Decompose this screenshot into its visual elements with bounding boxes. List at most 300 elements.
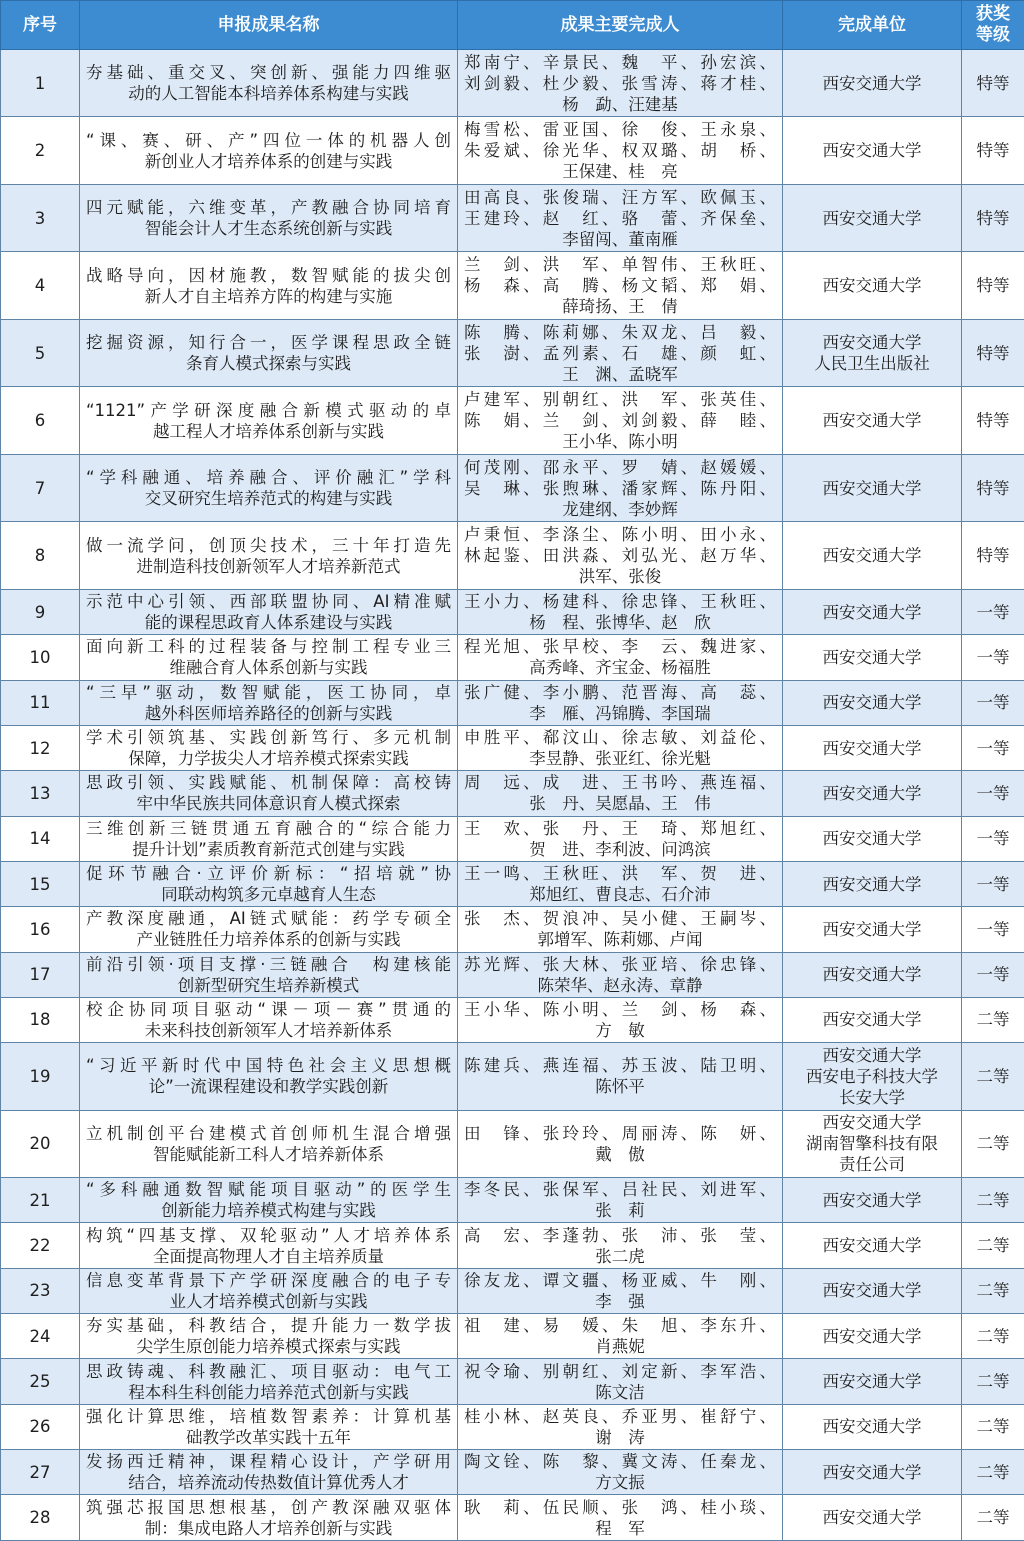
cell-achievement-name [80, 454, 458, 521]
achievement-name-line: 立机制创平台建模式首创师机生混合增强 [86, 1123, 451, 1143]
cell-serial-number: 12 [1, 725, 80, 770]
contributors-line: 张 杰、贺浪冲、吴小健、王嗣岑、 [464, 909, 776, 929]
contributors-line: 龙建纲、李妙辉 [562, 499, 678, 519]
achievement-name-line: 校企协同项目驱动“课－项－赛”贯通的 [86, 999, 451, 1019]
cell-completing-unit [783, 1404, 962, 1449]
cell-achievement-name [80, 1223, 458, 1268]
achievement-name-line: 学术引领筑基、实践创新笃行、多元机制 [86, 728, 451, 748]
cell-serial-number: 21 [1, 1178, 80, 1223]
cell-completing-unit [783, 50, 962, 117]
cell-award-level: 一等 [962, 635, 1024, 680]
contributors-line: 吴 琳、张煦琳、潘家辉、陈丹阳、 [464, 478, 776, 498]
contributors-line: 张 澍、孟列素、石 雄、颜 虹、 [464, 343, 776, 363]
contributors-line: 卢秉恒、李涤尘、陈小明、田小永、 [464, 525, 776, 545]
completing-unit-line: 责任公司 [839, 1155, 905, 1175]
cell-completing-unit [783, 635, 962, 680]
achievement-name-line: 提升计划”素质教育新范式创建与实践 [132, 839, 405, 859]
table-row [1, 1178, 1024, 1223]
contributors-line: 李 雁、冯锦腾、李国瑞 [529, 703, 711, 723]
table-row [1, 635, 1024, 680]
cell-main-contributors [458, 454, 783, 521]
contributors-line: 王 欢、张 丹、王 琦、郑旭红、 [464, 818, 776, 838]
cell-serial-number: 16 [1, 907, 80, 952]
cell-serial-number: 11 [1, 680, 80, 725]
table-header-row [1, 1, 1024, 50]
completing-unit-line: 西安交通大学 [822, 693, 922, 713]
contributors-line: 李昱静、张亚红、徐光魁 [529, 749, 711, 769]
cell-serial-number: 25 [1, 1359, 80, 1404]
achievement-name-line: 同联动构筑多元卓越育人生态 [161, 885, 376, 904]
contributors-line: 何茂刚、邵永平、罗 婧、赵媛媛、 [464, 457, 776, 477]
contributors-line: 陈 娟、兰 剑、刘剑毅、薛 睦、 [464, 411, 776, 431]
achievement-name-line: 能的课程思政育人体系建设与实践 [144, 613, 393, 633]
cell-achievement-name [80, 1359, 458, 1404]
table-row [1, 319, 1024, 386]
cell-completing-unit [783, 319, 962, 386]
contributors-line: 程光旭、张早校、李 云、魏进家、 [464, 637, 776, 657]
cell-award-level: 一等 [962, 907, 1024, 952]
cell-achievement-name [80, 387, 458, 454]
contributors-line: 朱爱斌、徐光华、权双璐、胡 桥、 [464, 141, 776, 161]
cell-serial-number: 22 [1, 1223, 80, 1268]
cell-completing-unit [783, 1314, 962, 1359]
achievement-name-line: 夯基础、重交叉、突创新、强能力四维驱 [86, 63, 451, 83]
achievement-name-line: “三早”驱动，数智赋能，医工协同，卓 [86, 682, 451, 702]
achievement-name-line: 尖学生原创能力培养模式探索与实践 [136, 1337, 401, 1357]
completing-unit-line: 西安交通大学 [822, 1045, 922, 1065]
table-row [1, 816, 1024, 861]
cell-completing-unit [783, 680, 962, 725]
achievement-name-line: 四元赋能，六维变革，产教融合协同培育 [86, 198, 451, 218]
achievement-name-line: “学科融通、培养融合、评价融汇”学科 [86, 468, 451, 488]
cell-main-contributors [458, 1223, 783, 1268]
table-row [1, 1314, 1024, 1359]
header-award-level-line: 等级 [976, 25, 1010, 45]
contributors-line: 桂小林、赵英良、乔亚男、崔舒宁、 [464, 1406, 776, 1426]
completing-unit-line: 西安交通大学 [822, 333, 922, 353]
cell-achievement-name [80, 816, 458, 861]
achievement-name-line: 础教学改革实践十五年 [186, 1427, 351, 1447]
cell-achievement-name [80, 771, 458, 816]
cell-achievement-name [80, 1043, 458, 1110]
contributors-line: 李 强 [595, 1291, 645, 1311]
contributors-line: 陈建兵、燕连福、苏玉波、陆卫明、 [464, 1056, 776, 1076]
contributors-line: 张 莉 [595, 1201, 645, 1221]
completing-unit-line: 西安交通大学 [822, 1372, 922, 1392]
table-row [1, 907, 1024, 952]
header-achievement-name: 申报成果名称 [80, 1, 458, 50]
cell-completing-unit [783, 997, 962, 1042]
achievement-name-line: 信息变革背景下产学研深度融合的电子专 [86, 1270, 451, 1290]
table-row [1, 725, 1024, 770]
completing-unit-line: 西安交通大学 [822, 1326, 922, 1346]
achievement-name-line: 三维创新三链贯通五育融合的“综合能力 [86, 818, 451, 838]
cell-award-level: 特等 [962, 117, 1024, 184]
cell-main-contributors [458, 952, 783, 997]
cell-serial-number: 28 [1, 1495, 80, 1541]
completing-unit-line: 西安交通大学 [822, 208, 922, 228]
cell-main-contributors [458, 1110, 783, 1177]
contributors-line: 方文振 [595, 1473, 645, 1493]
achievement-name-line: 战略导向，因材施教，数智赋能的拔尖创 [86, 265, 451, 285]
cell-serial-number: 8 [1, 522, 80, 589]
cell-award-level: 特等 [962, 522, 1024, 589]
cell-award-level: 一等 [962, 589, 1024, 634]
completing-unit-line: 西安电子科技大学 [806, 1066, 938, 1086]
contributors-line: 陈 腾、陈莉娜、朱双龙、吕 毅、 [464, 322, 776, 342]
table-row [1, 1359, 1024, 1404]
header-main-contributors: 成果主要完成人 [458, 1, 783, 50]
cell-award-level: 特等 [962, 252, 1024, 319]
contributors-line: 徐友龙、谭文疆、杨亚威、牛 刚、 [464, 1270, 776, 1290]
cell-completing-unit [783, 454, 962, 521]
completing-unit-line: 西安交通大学 [822, 1462, 922, 1482]
cell-award-level: 二等 [962, 1110, 1024, 1177]
achievement-name-line: “1121”产学研深度融合新模式驱动的卓 [86, 400, 451, 420]
cell-completing-unit [783, 771, 962, 816]
achievement-name-line: 智能赋能新工科人才培养新体系 [153, 1144, 384, 1164]
achievement-name-line: 夯实基础，科教结合，提升能力一数学拔 [86, 1316, 451, 1336]
completing-unit-line: 西安交通大学 [822, 783, 922, 803]
cell-award-level: 二等 [962, 1450, 1024, 1495]
cell-award-level: 一等 [962, 861, 1024, 906]
contributors-line: 方 敏 [595, 1020, 645, 1040]
contributors-line: 卢建军、别朝红、洪 军、张英佳、 [464, 390, 776, 410]
table-row [1, 680, 1024, 725]
cell-main-contributors [458, 1178, 783, 1223]
achievement-name-line: 产业链胜任力培养体系的创新与实践 [136, 930, 401, 950]
cell-achievement-name [80, 1495, 458, 1541]
cell-main-contributors [458, 184, 783, 251]
cell-serial-number: 1 [1, 50, 80, 117]
contributors-line: 肖燕妮 [595, 1337, 645, 1357]
table-row [1, 1223, 1024, 1268]
cell-completing-unit [783, 522, 962, 589]
cell-award-level: 二等 [962, 1268, 1024, 1313]
achievement-name-line: 新创业人才培养体系的创建与实践 [144, 151, 393, 171]
cell-achievement-name [80, 997, 458, 1042]
cell-completing-unit [783, 1110, 962, 1177]
completing-unit-line: 西安交通大学 [822, 546, 922, 566]
cell-completing-unit [783, 952, 962, 997]
cell-award-level: 二等 [962, 1359, 1024, 1404]
cell-serial-number: 23 [1, 1268, 80, 1313]
completing-unit-line: 湖南智擎科技有限 [806, 1134, 938, 1154]
contributors-line: 祝令瑜、别朝红、刘定新、李军浩、 [464, 1361, 776, 1381]
completing-unit-line: 长安大学 [839, 1087, 905, 1107]
table-row [1, 1495, 1024, 1541]
achievement-name-line: 保障，力学拔尖人才培养模式探索实践 [128, 749, 409, 769]
table-row [1, 454, 1024, 521]
cell-serial-number: 4 [1, 252, 80, 319]
table-row [1, 589, 1024, 634]
contributors-line: 张广健、李小鹏、范晋海、高 蕊、 [464, 682, 776, 702]
cell-award-level: 二等 [962, 1404, 1024, 1449]
cell-completing-unit [783, 1178, 962, 1223]
table-row [1, 1110, 1024, 1177]
cell-achievement-name [80, 50, 458, 117]
completing-unit-line: 人民卫生出版社 [814, 354, 930, 374]
contributors-line: 谢 涛 [595, 1427, 645, 1447]
cell-achievement-name [80, 952, 458, 997]
achievement-name-line: 进制造科技创新领军人才培养新范式 [136, 556, 401, 576]
achievement-name-line: 业人才培养模式创新与实践 [169, 1291, 368, 1311]
achievement-name-line: 制：集成电路人才培养创新与实践 [144, 1518, 393, 1538]
cell-main-contributors [458, 1359, 783, 1404]
cell-achievement-name [80, 1110, 458, 1177]
contributors-line: 洪军、张俊 [578, 567, 662, 587]
cell-completing-unit [783, 1268, 962, 1313]
table-row [1, 861, 1024, 906]
contributors-line: 梅雪松、雷亚国、徐 俊、王永泉、 [464, 120, 776, 140]
table-row [1, 387, 1024, 454]
achievement-name-line: 结合，培养流动传热数值计算优秀人才 [128, 1473, 409, 1493]
contributors-line: 申胜平、郗汶山、徐志敏、刘益伦、 [464, 728, 776, 748]
completing-unit-line: 西安交通大学 [822, 1281, 922, 1301]
cell-main-contributors [458, 1314, 783, 1359]
table-row [1, 1450, 1024, 1495]
table-row [1, 952, 1024, 997]
cell-award-level: 一等 [962, 816, 1024, 861]
header-award-level [962, 1, 1024, 50]
cell-award-level: 二等 [962, 1314, 1024, 1359]
contributors-line: 刘剑毅、杜少毅、张雪涛、蒋才桂、 [464, 73, 776, 93]
table-body [1, 50, 1024, 1541]
completing-unit-line: 西安交通大学 [822, 1010, 922, 1030]
completing-unit-line: 西安交通大学 [822, 919, 922, 939]
contributors-line: 陈荣华、赵永涛、章静 [537, 975, 703, 995]
achievement-name-line: 挖掘资源，知行合一，医学课程思政全链 [86, 333, 451, 353]
cell-award-level: 特等 [962, 184, 1024, 251]
cell-achievement-name [80, 1450, 458, 1495]
contributors-line: 高秀峰、齐宝金、杨福胜 [529, 658, 711, 678]
cell-main-contributors [458, 117, 783, 184]
cell-achievement-name [80, 117, 458, 184]
cell-achievement-name [80, 184, 458, 251]
cell-completing-unit [783, 1043, 962, 1110]
achievement-name-line: 程本科生科创能力培养范式创新与实践 [128, 1382, 409, 1402]
contributors-line: 王建玲、赵 红、骆 蕾、齐保垒、 [464, 208, 776, 228]
contributors-line: 郑旭红、曹良志、石介沛 [529, 885, 711, 904]
cell-achievement-name [80, 1178, 458, 1223]
cell-achievement-name [80, 1314, 458, 1359]
cell-main-contributors [458, 907, 783, 952]
cell-achievement-name [80, 1404, 458, 1449]
cell-serial-number: 13 [1, 771, 80, 816]
contributors-line: 祖 建、易 媛、朱 旭、李东升、 [464, 1316, 776, 1336]
achievement-name-line: 筑强芯报国思想根基，创产教深融双驱体 [86, 1497, 451, 1517]
achievement-name-line: 交叉研究生培养范式的构建与实践 [144, 489, 393, 509]
achievement-name-line: “课、赛、研、产”四位一体的机器人创 [86, 130, 451, 150]
cell-main-contributors [458, 997, 783, 1042]
completing-unit-line: 西安交通大学 [822, 647, 922, 667]
cell-achievement-name [80, 1268, 458, 1313]
cell-serial-number: 10 [1, 635, 80, 680]
table-row [1, 997, 1024, 1042]
cell-award-level: 二等 [962, 1495, 1024, 1541]
cell-award-level: 特等 [962, 387, 1024, 454]
contributors-line: 耿 莉、伍民顺、张 鸿、桂小琰、 [464, 1497, 776, 1517]
achievement-name-line: 示范中心引领、西部联盟协同、AI精准赋 [86, 592, 451, 612]
contributors-line: 戴 傲 [595, 1144, 645, 1164]
cell-completing-unit [783, 1495, 962, 1541]
table-row [1, 522, 1024, 589]
table-row [1, 184, 1024, 251]
contributors-line: 田高良、张俊瑞、汪方军、欧佩玉、 [464, 187, 776, 207]
completing-unit-line: 西安交通大学 [822, 73, 922, 93]
contributors-line: 苏光辉、张大林、张亚培、徐忠锋、 [464, 954, 776, 974]
completing-unit-line: 西安交通大学 [822, 1190, 922, 1210]
completing-unit-line: 西安交通大学 [822, 411, 922, 431]
achievement-name-line: 越工程人才培养体系创新与实践 [153, 421, 384, 441]
completing-unit-line: 西安交通大学 [822, 1417, 922, 1437]
achievement-name-line: 全面提高物理人才自主培养质量 [153, 1246, 384, 1266]
cell-serial-number: 24 [1, 1314, 80, 1359]
table-row [1, 50, 1024, 117]
contributors-line: 王小华、陈小明 [562, 432, 678, 452]
contributors-line: 陶文铨、陈 黎、冀文涛、任秦龙、 [464, 1452, 776, 1472]
contributors-line: 张 丹、吴愿晶、王 伟 [529, 794, 711, 814]
cell-completing-unit [783, 252, 962, 319]
contributors-line: 陈文洁 [595, 1382, 645, 1402]
achievement-name-line: 产教深度融通，AI链式赋能：药学专硕全 [86, 909, 451, 929]
achievement-name-line: 发扬西迁精神，课程精心设计，产学研用 [86, 1452, 451, 1472]
achievement-name-line: 构筑“四基支撑、双轮驱动”人才培养体系 [86, 1225, 451, 1245]
cell-achievement-name [80, 589, 458, 634]
cell-main-contributors [458, 680, 783, 725]
contributors-line: 郭增军、陈莉娜、卢闻 [537, 930, 703, 950]
cell-completing-unit [783, 816, 962, 861]
cell-main-contributors [458, 816, 783, 861]
completing-unit-line: 西安交通大学 [822, 874, 922, 894]
cell-achievement-name [80, 725, 458, 770]
cell-main-contributors [458, 861, 783, 906]
cell-award-level: 一等 [962, 771, 1024, 816]
completing-unit-line: 西安交通大学 [822, 478, 922, 498]
cell-main-contributors [458, 1268, 783, 1313]
contributors-line: 郑南宁、辛景民、魏 平、孙宏滨、 [464, 52, 776, 72]
cell-award-level: 一等 [962, 725, 1024, 770]
cell-award-level: 二等 [962, 1178, 1024, 1223]
cell-award-level: 特等 [962, 454, 1024, 521]
cell-completing-unit [783, 117, 962, 184]
cell-main-contributors [458, 522, 783, 589]
contributors-line: 王保建、桂 亮 [562, 162, 678, 182]
cell-main-contributors [458, 252, 783, 319]
cell-completing-unit [783, 589, 962, 634]
contributors-line: 王一鸣、王秋旺、洪 军、贺 进、 [464, 864, 776, 883]
cell-achievement-name [80, 680, 458, 725]
table-row [1, 771, 1024, 816]
achievement-name-line: 牢中华民族共同体意识育人模式探索 [136, 794, 401, 814]
contributors-line: 周 远、成 进、王书吟、燕连福、 [464, 773, 776, 793]
cell-main-contributors [458, 589, 783, 634]
cell-achievement-name [80, 861, 458, 906]
cell-award-level: 一等 [962, 952, 1024, 997]
contributors-line: 程 军 [595, 1518, 645, 1538]
achievement-name-line: 创新能力培养模式构建与实践 [161, 1201, 376, 1221]
contributors-line: 杨 程、张博华、赵 欣 [529, 613, 711, 633]
achievement-name-line: 条育人模式探索与实践 [186, 354, 351, 374]
contributors-line: 王小华、陈小明、兰 剑、杨 森、 [464, 999, 776, 1019]
completing-unit-line: 西安交通大学 [822, 1508, 922, 1528]
achievement-name-line: 面向新工科的过程装备与控制工程专业三 [86, 637, 451, 657]
contributors-line: 林起鉴、田洪淼、刘弘光、赵万华、 [464, 546, 776, 566]
contributors-line: 高 宏、李蓬勃、张 沛、张 莹、 [464, 1225, 776, 1245]
cell-award-level: 一等 [962, 680, 1024, 725]
completing-unit-line: 西安交通大学 [822, 965, 922, 985]
cell-achievement-name [80, 522, 458, 589]
contributors-line: 王小力、杨建科、徐忠锋、王秋旺、 [464, 592, 776, 612]
cell-award-level: 二等 [962, 1223, 1024, 1268]
achievement-name-line: 思政铸魂、科教融汇、项目驱动：电气工 [86, 1361, 451, 1381]
cell-serial-number: 14 [1, 816, 80, 861]
completing-unit-line: 西安交通大学 [822, 141, 922, 161]
cell-completing-unit [783, 725, 962, 770]
cell-main-contributors [458, 50, 783, 117]
cell-serial-number: 27 [1, 1450, 80, 1495]
contributors-line: 李留闯、董南雁 [562, 229, 678, 249]
cell-completing-unit [783, 907, 962, 952]
header-award-level-line: 获奖 [976, 4, 1010, 24]
contributors-line: 薛琦扬、王 倩 [562, 297, 678, 317]
cell-award-level: 特等 [962, 319, 1024, 386]
contributors-line: 贺 进、李利波、问鸿滨 [529, 839, 711, 859]
cell-main-contributors [458, 1404, 783, 1449]
cell-award-level: 二等 [962, 1043, 1024, 1110]
achievement-name-line: 促环节融合·立评价新标：“招培就”协 [86, 864, 451, 883]
cell-completing-unit [783, 387, 962, 454]
cell-main-contributors [458, 1043, 783, 1110]
completing-unit-line: 西安交通大学 [822, 602, 922, 622]
contributors-line: 杨 森、高 腾、杨文韬、郑 娟、 [464, 276, 776, 296]
cell-main-contributors [458, 1495, 783, 1541]
table-row [1, 1043, 1024, 1110]
achievement-name-line: 新人才自主培养方阵的构建与实施 [144, 286, 393, 306]
cell-serial-number: 5 [1, 319, 80, 386]
contributors-line: 陈怀平 [595, 1077, 645, 1097]
cell-main-contributors [458, 1450, 783, 1495]
header-completing-unit: 完成单位 [783, 1, 962, 50]
cell-serial-number: 7 [1, 454, 80, 521]
cell-completing-unit [783, 1223, 962, 1268]
cell-achievement-name [80, 907, 458, 952]
achievement-name-line: 智能会计人才生态系统创新与实践 [144, 219, 393, 239]
contributors-line: 田 锋、张玲玲、周丽涛、陈 妍、 [464, 1123, 776, 1143]
cell-serial-number: 19 [1, 1043, 80, 1110]
cell-serial-number: 17 [1, 952, 80, 997]
cell-serial-number: 18 [1, 997, 80, 1042]
cell-serial-number: 20 [1, 1110, 80, 1177]
cell-main-contributors [458, 635, 783, 680]
achievement-name-line: 论”一流课程建设和教学实践创新 [148, 1077, 389, 1097]
cell-completing-unit [783, 861, 962, 906]
cell-award-level: 二等 [962, 997, 1024, 1042]
table-row [1, 117, 1024, 184]
contributors-line: 张二虎 [595, 1246, 645, 1266]
table-row [1, 1268, 1024, 1313]
cell-main-contributors [458, 771, 783, 816]
cell-serial-number: 15 [1, 861, 80, 906]
achievement-name-line: 未来科技创新领军人才培养新体系 [144, 1020, 393, 1040]
cell-award-level: 特等 [962, 50, 1024, 117]
cell-completing-unit [783, 1359, 962, 1404]
cell-serial-number: 2 [1, 117, 80, 184]
achievement-name-line: “多科融通数智赋能项目驱动”的医学生 [86, 1180, 451, 1200]
contributors-line: 李冬民、张保军、吕社民、刘进军、 [464, 1180, 776, 1200]
table-row [1, 1404, 1024, 1449]
achievement-name-line: 越外科医师培养路径的创新与实践 [144, 703, 393, 723]
